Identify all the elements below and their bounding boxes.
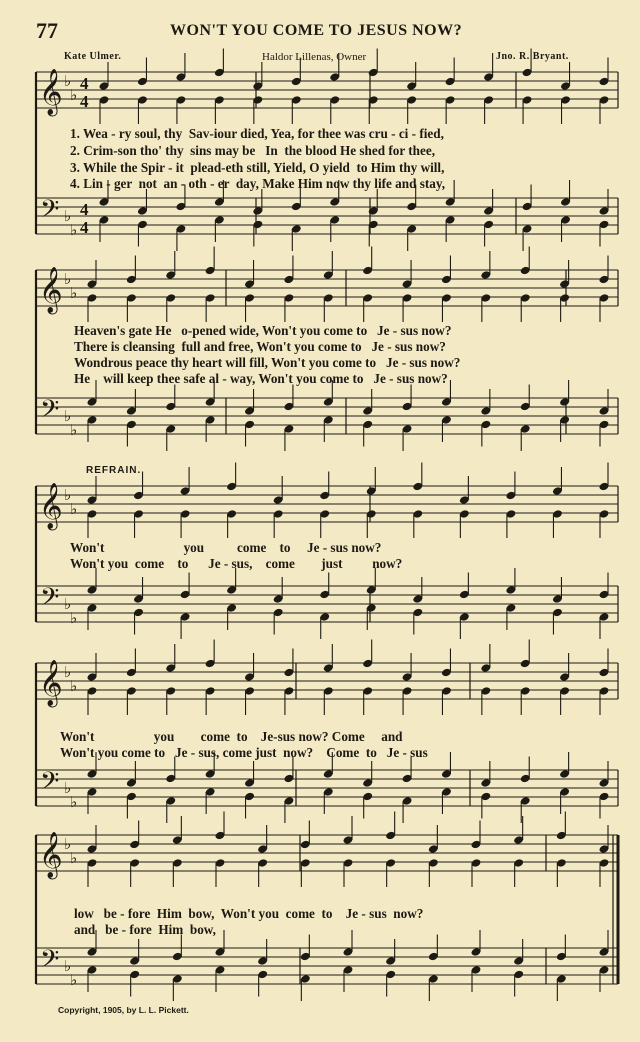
flat-sign: ♭ (64, 779, 72, 797)
flat-sign: ♭ (70, 221, 78, 239)
flat-sign: ♭ (64, 595, 72, 613)
refrain-label: REFRAIN. (86, 465, 142, 476)
flat-sign: ♭ (70, 86, 78, 104)
bass-clef: 𝄢 (40, 395, 60, 430)
bass-clef: 𝄢 (40, 767, 60, 802)
composer-credit: Jno. R. Bryant. (496, 51, 569, 62)
flat-sign: ♭ (64, 207, 72, 225)
flat-sign: ♭ (70, 793, 78, 811)
refrain-3-upper: low be - fore Him bow, Won't you come to Je - sus now? (74, 906, 424, 921)
verse-4-line-2: He will keep thee safe al - way, Won't you come to Je - sus now? (74, 371, 448, 386)
treble-clef: 𝄞 (39, 832, 63, 878)
refrain-1-lower: Won't you come to Je - sus, come just now? (70, 556, 403, 571)
time-signature: 4 (80, 92, 89, 111)
refrain-2-upper: Won't you come to Je-sus now? Come and (60, 729, 403, 744)
flat-sign: ♭ (70, 677, 78, 695)
flat-sign: ♭ (70, 421, 78, 439)
owner-credit: Haldor Lillenas, Owner (262, 51, 367, 63)
verse-2-line-2: There is cleansing full and free, Won't you come to Je - sus now? (74, 339, 446, 354)
refrain-1-upper: Won't you come to Je - sus now? (70, 540, 382, 555)
flat-sign: ♭ (64, 486, 72, 504)
verse-2-line-1: 2. Crim-son tho' thy sins may be In the blood He shed for thee, (70, 143, 435, 158)
verse-3-line-1: 3. While the Spir - it plead-eth still, Yield, O yield to Him thy will, (70, 160, 445, 175)
flat-sign: ♭ (70, 609, 78, 627)
bass-clef: 𝄢 (40, 583, 60, 618)
bass-clef: 𝄢 (40, 945, 60, 980)
flat-sign: ♭ (64, 835, 72, 853)
time-signature: 4 (80, 200, 89, 219)
verse-1-line-2: Heaven's gate He o-pened wide, Won't you come to Je - sus now? (74, 323, 452, 338)
flat-sign: ♭ (70, 849, 78, 867)
refrain-3-lower: and be - fore Him bow, (74, 922, 216, 937)
verse-4-line-1: 4. Lin - ger not an - oth - er day, Make Him now thy life and stay, (70, 176, 446, 191)
treble-clef: 𝄞 (39, 660, 63, 706)
time-signature: 4 (80, 218, 89, 237)
flat-sign: ♭ (70, 971, 78, 989)
flat-sign: ♭ (64, 72, 72, 90)
bass-clef: 𝄢 (40, 195, 60, 230)
flat-sign: ♭ (64, 663, 72, 681)
flat-sign: ♭ (70, 500, 78, 518)
hymn-title: WON'T YOU COME TO JESUS NOW? (170, 22, 463, 39)
verse-1-line-1: 1. Wea - ry soul, thy Sav-iour died, Yea, for thee was cru - ci - fied, (70, 126, 444, 141)
flat-sign: ♭ (70, 284, 78, 302)
lyricist-credit: Kate Ulmer. (64, 51, 122, 62)
time-signature: 4 (80, 74, 89, 93)
flat-sign: ♭ (64, 957, 72, 975)
treble-clef: 𝄞 (39, 69, 63, 115)
treble-clef: 𝄞 (39, 267, 63, 313)
flat-sign: ♭ (64, 407, 72, 425)
copyright-notice: Copyright, 1905, by L. L. Pickett. (58, 1005, 189, 1015)
verse-3-line-2: Wondrous peace thy heart will fill, Won't you come to Je - sus now? (74, 355, 461, 370)
hymn-number: 77 (36, 18, 58, 43)
flat-sign: ♭ (64, 270, 72, 288)
refrain-2-lower: Won't you come to Je - sus, come just now? Come to Je - sus (60, 745, 428, 760)
treble-clef: 𝄞 (39, 483, 63, 529)
